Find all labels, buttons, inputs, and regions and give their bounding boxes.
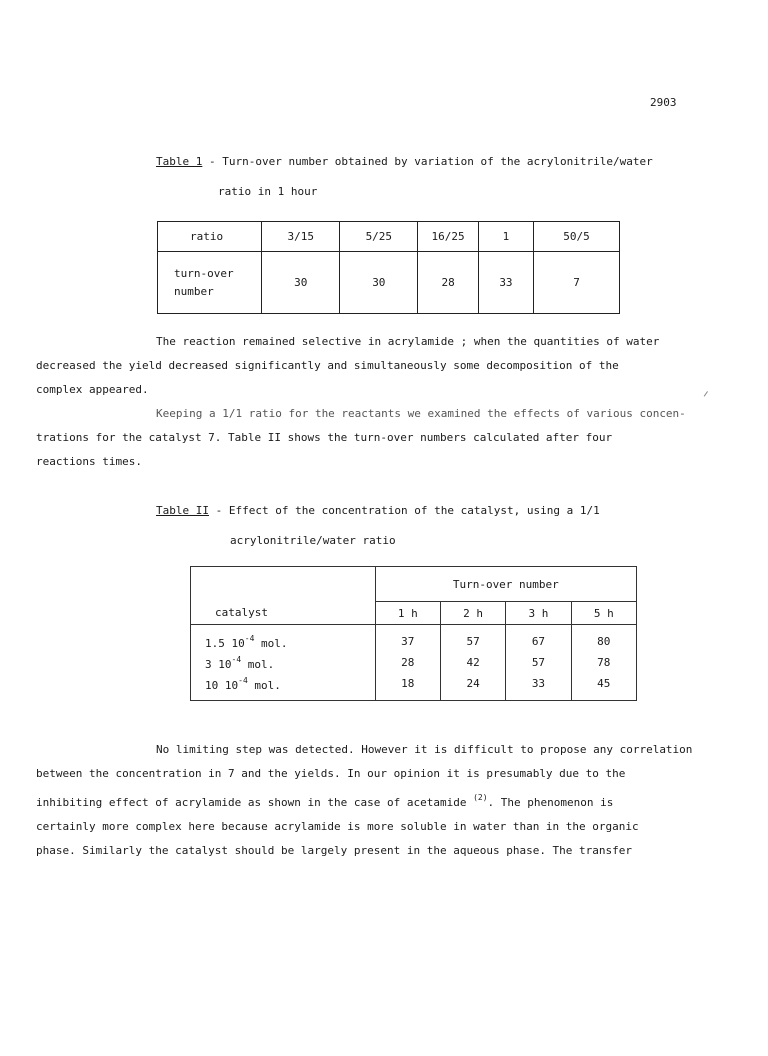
table2-value-cell: 67	[506, 625, 571, 653]
table2-group-header: Turn-over number	[375, 567, 636, 602]
table1-caption-label: Table 1	[156, 155, 203, 168]
table1-header-turnover: turn-over number	[158, 252, 262, 314]
paragraph-2-line: trations for the catalyst 7. Table II shows the turn-over numbers calculated after four	[36, 431, 613, 444]
table2-value-cell: 42	[440, 652, 505, 673]
paragraph-3-line: certainly more complex here because acrylamide is more soluble in water than in the organic	[36, 820, 639, 833]
table1-caption-line2: ratio in 1 hour	[218, 185, 318, 198]
table2-catalyst-cell: 10 $10^{-4}$ mol.	[191, 673, 376, 701]
table1-turnover-cell: 7	[534, 252, 620, 314]
table2-caption	[156, 503, 600, 549]
table2-value-cell: 78	[571, 652, 636, 673]
table1	[157, 221, 620, 314]
table2-caption-line2: acrylonitrile/water ratio	[230, 534, 396, 547]
paragraph-1-line: The reaction remained selective in acrylamide ; when the quantities of water	[156, 335, 660, 348]
paragraph-2	[36, 402, 696, 474]
table2-caption-text: - Effect of the concentration of the catalyst, using a 1/1	[208, 504, 600, 517]
table2-value-cell: 57	[506, 652, 571, 673]
table1-turnover-cell: 30	[262, 252, 340, 314]
paragraph-3-line: between the concentration in 7 and the yields. In our opinion it is presumably due to the	[36, 767, 626, 780]
table2-catalyst-cell: 3 $10^{-4}$ mol.	[191, 652, 376, 673]
table1-header-ratio: ratio	[158, 222, 262, 252]
table1-caption-text: - Turn-over number obtained by variation of the acrylonitrile/water	[202, 155, 653, 168]
table1-ratio-cell: 1	[478, 222, 533, 252]
table2-value-cell: 24	[440, 673, 505, 701]
paragraph-2-line: Keeping a 1/1 ratio for the reactants we examined the effects of various concen-	[156, 407, 686, 420]
paragraph-1-line: decreased the yield decreased significantly and simultaneously some decomposition of the	[36, 359, 619, 372]
margin-mark	[704, 391, 712, 399]
table1-ratio-cell: 3/15	[262, 222, 340, 252]
table2-value-cell: 57	[440, 625, 505, 653]
table2-time-header: 5 h	[571, 602, 636, 625]
table1-ratio-cell: 5/25	[340, 222, 418, 252]
table2-corner	[191, 567, 376, 602]
table2-value-cell: 80	[571, 625, 636, 653]
paragraph-1-line: complex appeared.	[36, 383, 149, 396]
table2-value-cell: 18	[375, 673, 440, 701]
page-number: 2903	[650, 96, 677, 109]
table2-value-cell: 37	[375, 625, 440, 653]
table1-turnover-cell: 28	[418, 252, 479, 314]
table1-ratio-cell: 50/5	[534, 222, 620, 252]
table1-ratio-cell: 16/25	[418, 222, 479, 252]
paragraph-3-line: No limiting step was detected. However it is difficult to propose any correlation	[156, 743, 693, 756]
paragraph-3-line: phase. Similarly the catalyst should be largely present in the aqueous phase. The transfer	[36, 844, 633, 857]
table1-caption	[156, 154, 653, 200]
table1-turnover-cell: 30	[340, 252, 418, 314]
table2-header-catalyst: catalyst	[191, 602, 376, 625]
paragraph-2-line: reactions times.	[36, 455, 142, 468]
table2-time-header: 2 h	[440, 602, 505, 625]
paragraph-3-line: inhibiting effect of acrylamide as shown in the case of acetamide $^{(2)}$. The phenomenon is	[36, 793, 614, 809]
paragraph-3	[36, 738, 696, 863]
table2-value-cell: 28	[375, 652, 440, 673]
table2-catalyst-cell: 1.5 $10^{-4}$ mol.	[191, 625, 376, 653]
table2-time-header: 3 h	[506, 602, 571, 625]
table1-turnover-cell: 33	[478, 252, 533, 314]
table2-caption-label: Table II	[156, 504, 209, 517]
table2-time-header: 1 h	[375, 602, 440, 625]
table2-value-cell: 45	[571, 673, 636, 701]
table2	[190, 566, 637, 701]
table2-value-cell: 33	[506, 673, 571, 701]
citation-ref: (2)	[473, 793, 488, 802]
paragraph-1	[36, 330, 696, 402]
